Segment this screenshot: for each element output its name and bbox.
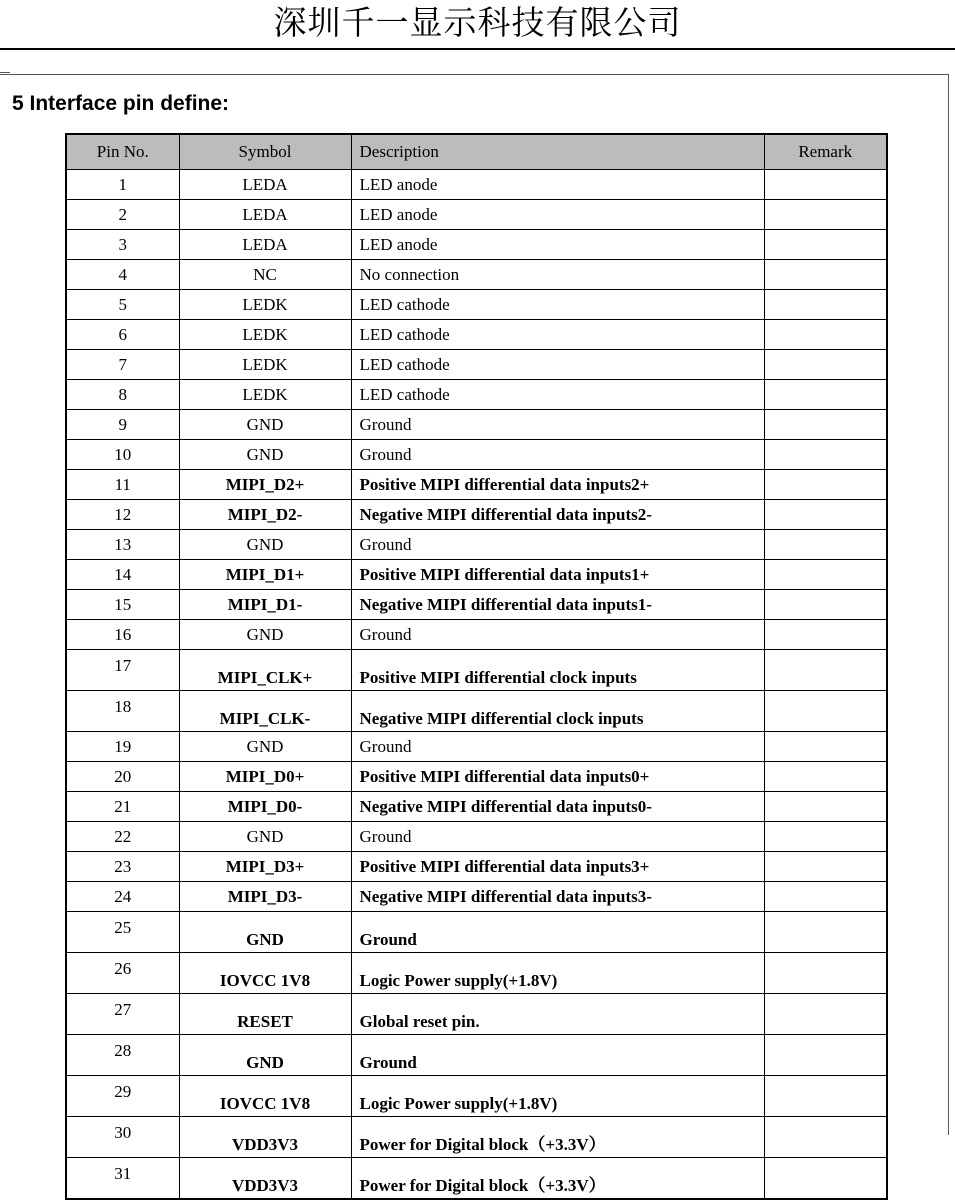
- column-header-pin: Pin No.: [66, 134, 179, 170]
- pin-cell: 25: [66, 912, 179, 953]
- description-cell: Power for Digital block（+3.3V）: [351, 1117, 764, 1158]
- table-row: [66, 590, 887, 620]
- remark-cell: [764, 620, 887, 650]
- symbol-cell: LEDK: [179, 350, 351, 380]
- symbol-cell: LEDK: [179, 380, 351, 410]
- symbol-cell: LEDK: [179, 320, 351, 350]
- description-cell: LED cathode: [351, 290, 764, 320]
- table-row: [66, 530, 887, 560]
- pin-cell: 2: [66, 200, 179, 230]
- pin-cell: 29: [66, 1076, 179, 1117]
- symbol-cell: MIPI_D0+: [179, 762, 351, 792]
- pin-cell: 28: [66, 1035, 179, 1076]
- table-row: [66, 320, 887, 350]
- table-row: [66, 230, 887, 260]
- table-row: [66, 290, 887, 320]
- symbol-cell: MIPI_CLK+: [179, 650, 351, 691]
- table-row: [66, 852, 887, 882]
- symbol-cell: MIPI_D3-: [179, 882, 351, 912]
- pin-cell: 27: [66, 994, 179, 1035]
- description-cell: LED anode: [351, 170, 764, 200]
- symbol-cell: MIPI_CLK-: [179, 691, 351, 732]
- description-cell: Global reset pin.: [351, 994, 764, 1035]
- pin-cell: 7: [66, 350, 179, 380]
- remark-cell: [764, 912, 887, 953]
- symbol-cell: MIPI_D1+: [179, 560, 351, 590]
- table-row: [66, 440, 887, 470]
- symbol-cell: RESET: [179, 994, 351, 1035]
- remark-cell: [764, 560, 887, 590]
- section-title: 5 Interface pin define:: [12, 92, 230, 115]
- pin-table: [65, 133, 888, 1200]
- pin-cell: 30: [66, 1117, 179, 1158]
- table-row: [66, 1076, 887, 1117]
- description-cell: Positive MIPI differential data inputs1+: [351, 560, 764, 590]
- description-cell: No connection: [351, 260, 764, 290]
- table-body: [66, 170, 887, 1200]
- remark-cell: [764, 200, 887, 230]
- frame-corner-mark: [0, 72, 10, 73]
- remark-cell: [764, 530, 887, 560]
- symbol-cell: LEDA: [179, 230, 351, 260]
- symbol-cell: GND: [179, 1035, 351, 1076]
- symbol-cell: GND: [179, 912, 351, 953]
- symbol-cell: MIPI_D1-: [179, 590, 351, 620]
- description-cell: Negative MIPI differential clock inputs: [351, 691, 764, 732]
- description-cell: Power for Digital block（+3.3V）: [351, 1158, 764, 1200]
- pin-cell: 14: [66, 560, 179, 590]
- description-cell: Negative MIPI differential data inputs0-: [351, 792, 764, 822]
- remark-cell: [764, 290, 887, 320]
- description-cell: Positive MIPI differential data inputs0+: [351, 762, 764, 792]
- description-cell: LED anode: [351, 200, 764, 230]
- table-row: [66, 1035, 887, 1076]
- pin-cell: 5: [66, 290, 179, 320]
- pin-cell: 16: [66, 620, 179, 650]
- description-cell: Ground: [351, 822, 764, 852]
- remark-cell: [764, 170, 887, 200]
- description-cell: LED cathode: [351, 350, 764, 380]
- column-header-description: Description: [351, 134, 764, 170]
- table-row: [66, 470, 887, 500]
- pin-cell: 23: [66, 852, 179, 882]
- table-row: [66, 953, 887, 994]
- table-row: [66, 260, 887, 290]
- pin-cell: 15: [66, 590, 179, 620]
- symbol-cell: GND: [179, 440, 351, 470]
- remark-cell: [764, 320, 887, 350]
- remark-cell: [764, 1076, 887, 1117]
- remark-cell: [764, 350, 887, 380]
- remark-cell: [764, 994, 887, 1035]
- description-cell: Ground: [351, 912, 764, 953]
- remark-cell: [764, 230, 887, 260]
- column-header-symbol: Symbol: [179, 134, 351, 170]
- symbol-cell: IOVCC 1V8: [179, 1076, 351, 1117]
- table-row: [66, 200, 887, 230]
- symbol-cell: VDD3V3: [179, 1117, 351, 1158]
- remark-cell: [764, 590, 887, 620]
- remark-cell: [764, 732, 887, 762]
- pin-cell: 21: [66, 792, 179, 822]
- company-header: 深圳千一显示科技有限公司: [273, 3, 682, 42]
- symbol-cell: GND: [179, 530, 351, 560]
- remark-cell: [764, 762, 887, 792]
- table-row: [66, 732, 887, 762]
- symbol-cell: LEDA: [179, 200, 351, 230]
- symbol-cell: MIPI_D3+: [179, 852, 351, 882]
- description-cell: Ground: [351, 620, 764, 650]
- table-row: [66, 560, 887, 590]
- symbol-cell: LEDK: [179, 290, 351, 320]
- remark-cell: [764, 1035, 887, 1076]
- pin-cell: 6: [66, 320, 179, 350]
- symbol-cell: GND: [179, 410, 351, 440]
- description-cell: Ground: [351, 732, 764, 762]
- remark-cell: [764, 650, 887, 691]
- pin-cell: 24: [66, 882, 179, 912]
- remark-cell: [764, 380, 887, 410]
- table-row: [66, 762, 887, 792]
- symbol-cell: MIPI_D2+: [179, 470, 351, 500]
- description-cell: Logic Power supply(+1.8V): [351, 1076, 764, 1117]
- pin-cell: 18: [66, 691, 179, 732]
- description-cell: Positive MIPI differential data inputs3+: [351, 852, 764, 882]
- header-rule: [0, 48, 955, 50]
- remark-cell: [764, 440, 887, 470]
- description-cell: Positive MIPI differential data inputs2+: [351, 470, 764, 500]
- description-cell: LED cathode: [351, 380, 764, 410]
- table-row: [66, 822, 887, 852]
- remark-cell: [764, 882, 887, 912]
- table-row: [66, 792, 887, 822]
- table-row: [66, 1117, 887, 1158]
- pin-cell: 10: [66, 440, 179, 470]
- table-row: [66, 620, 887, 650]
- description-cell: Negative MIPI differential data inputs2-: [351, 500, 764, 530]
- pin-cell: 8: [66, 380, 179, 410]
- description-cell: Negative MIPI differential data inputs3-: [351, 882, 764, 912]
- description-cell: Positive MIPI differential clock inputs: [351, 650, 764, 691]
- table-row: [66, 410, 887, 440]
- description-cell: LED cathode: [351, 320, 764, 350]
- table-row: [66, 994, 887, 1035]
- remark-cell: [764, 500, 887, 530]
- description-cell: Negative MIPI differential data inputs1-: [351, 590, 764, 620]
- table-row: [66, 500, 887, 530]
- table-row: [66, 1158, 887, 1200]
- symbol-cell: NC: [179, 260, 351, 290]
- remark-cell: [764, 953, 887, 994]
- table-row: [66, 650, 887, 691]
- remark-cell: [764, 852, 887, 882]
- description-cell: Ground: [351, 440, 764, 470]
- remark-cell: [764, 470, 887, 500]
- pin-cell: 3: [66, 230, 179, 260]
- symbol-cell: GND: [179, 620, 351, 650]
- table-row: [66, 380, 887, 410]
- table-row: [66, 350, 887, 380]
- table-row: [66, 170, 887, 200]
- remark-cell: [764, 691, 887, 732]
- description-cell: Logic Power supply(+1.8V): [351, 953, 764, 994]
- remark-cell: [764, 1117, 887, 1158]
- symbol-cell: VDD3V3: [179, 1158, 351, 1200]
- symbol-cell: MIPI_D0-: [179, 792, 351, 822]
- remark-cell: [764, 410, 887, 440]
- symbol-cell: GND: [179, 732, 351, 762]
- pin-cell: 19: [66, 732, 179, 762]
- pin-cell: 11: [66, 470, 179, 500]
- pin-cell: 17: [66, 650, 179, 691]
- pin-cell: 22: [66, 822, 179, 852]
- remark-cell: [764, 792, 887, 822]
- symbol-cell: MIPI_D2-: [179, 500, 351, 530]
- pin-cell: 4: [66, 260, 179, 290]
- description-cell: LED anode: [351, 230, 764, 260]
- column-header-remark: Remark: [764, 134, 887, 170]
- symbol-cell: GND: [179, 822, 351, 852]
- table-header-row: [66, 134, 887, 170]
- symbol-cell: IOVCC 1V8: [179, 953, 351, 994]
- pin-cell: 26: [66, 953, 179, 994]
- description-cell: Ground: [351, 530, 764, 560]
- table-row: [66, 691, 887, 732]
- description-cell: Ground: [351, 1035, 764, 1076]
- pin-cell: 13: [66, 530, 179, 560]
- table-row: [66, 882, 887, 912]
- remark-cell: [764, 260, 887, 290]
- pin-cell: 31: [66, 1158, 179, 1200]
- pin-cell: 9: [66, 410, 179, 440]
- pin-cell: 1: [66, 170, 179, 200]
- remark-cell: [764, 1158, 887, 1200]
- description-cell: Ground: [351, 410, 764, 440]
- remark-cell: [764, 822, 887, 852]
- pin-cell: 12: [66, 500, 179, 530]
- table-row: [66, 912, 887, 953]
- pin-cell: 20: [66, 762, 179, 792]
- symbol-cell: LEDA: [179, 170, 351, 200]
